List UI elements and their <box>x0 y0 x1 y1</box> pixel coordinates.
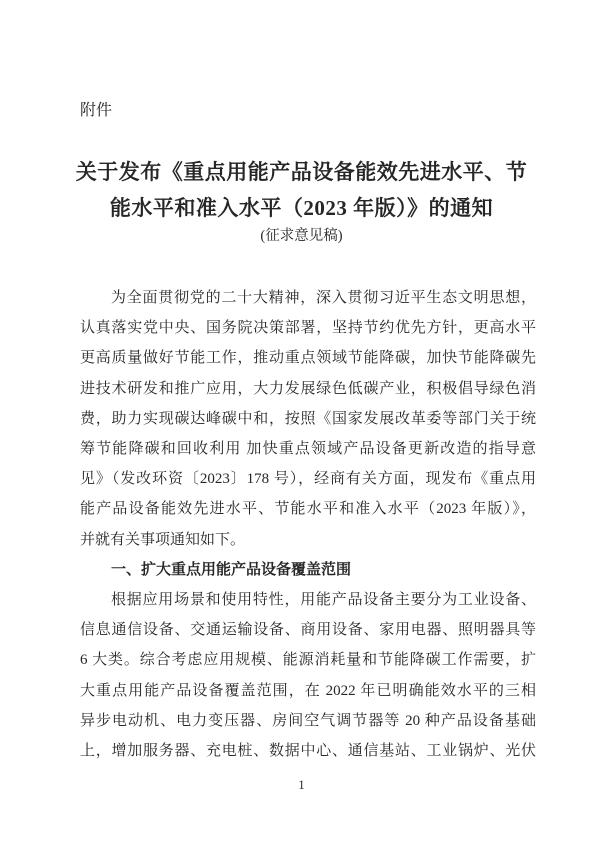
document-body <box>80 283 536 766</box>
text-line: 筹节能降碳和回收利用 加快重点领域产品设备更新改造的指导意 <box>80 441 536 458</box>
title-line-1: 关于发布《重点用能产品设备能效先进水平、节 <box>75 160 528 184</box>
paragraph-2 <box>80 585 536 766</box>
document-subtitle: (征求意见稿) <box>260 228 343 244</box>
text-line: 异步电动机、电力变压器、房间空气调节器等 20 种产品设备基础 <box>80 712 536 729</box>
title-line-2: 能水平和准入水平（2023 年版）》的通知 <box>109 196 494 220</box>
text-line: 并就有关事项通知如下。 <box>80 531 246 548</box>
text-line: 信息通信设备、交通运输设备、商用设备、家用电器、照明器具等 <box>80 622 536 639</box>
text-line: 进技术研发和推广应用，大力发展绿色低碳产业，积极倡导绿色消 <box>80 380 536 397</box>
document-title <box>40 154 563 226</box>
text-line: 上，增加服务器、充电桩、数据中心、通信基站、工业锅炉、光伏 <box>80 743 536 760</box>
text-line: 更高质量做好节能工作，推动重点领域节能降碳，加快节能降碳先 <box>80 350 536 367</box>
paragraph-1 <box>80 283 536 555</box>
text-line: 大重点用能产品设备覆盖范围，在 2022 年已明确能效水平的三相 <box>80 682 536 699</box>
text-line: 认真落实党中央、国务院决策部署，坚持节约优先方针，更高水平 <box>80 320 536 337</box>
text-line: 根据应用场景和使用特性，用能产品设备主要分为工业设备、 <box>111 592 536 609</box>
text-line: 6 大类。综合考虑应用规模、能源消耗量和节能降碳工作需要，扩 <box>80 652 536 669</box>
section-heading-1: 一、扩大重点用能产品设备覆盖范围 <box>111 561 352 578</box>
attachment-label: 附件 <box>80 102 113 119</box>
text-line: 费，助力实现碳达峰碳中和，按照《国家发展改革委等部门关于统 <box>80 410 536 427</box>
page-number: 1 <box>298 778 305 792</box>
text-line: 见》（发改环资〔2023〕178 号），经商有关方面，现发布《重点用 <box>80 471 536 488</box>
text-line: 能产品设备能效先进水平、节能水平和准入水平（2023 年版）》， <box>80 501 536 518</box>
text-line: 为全面贯彻党的二十大精神，深入贯彻习近平生态文明思想， <box>111 290 536 306</box>
